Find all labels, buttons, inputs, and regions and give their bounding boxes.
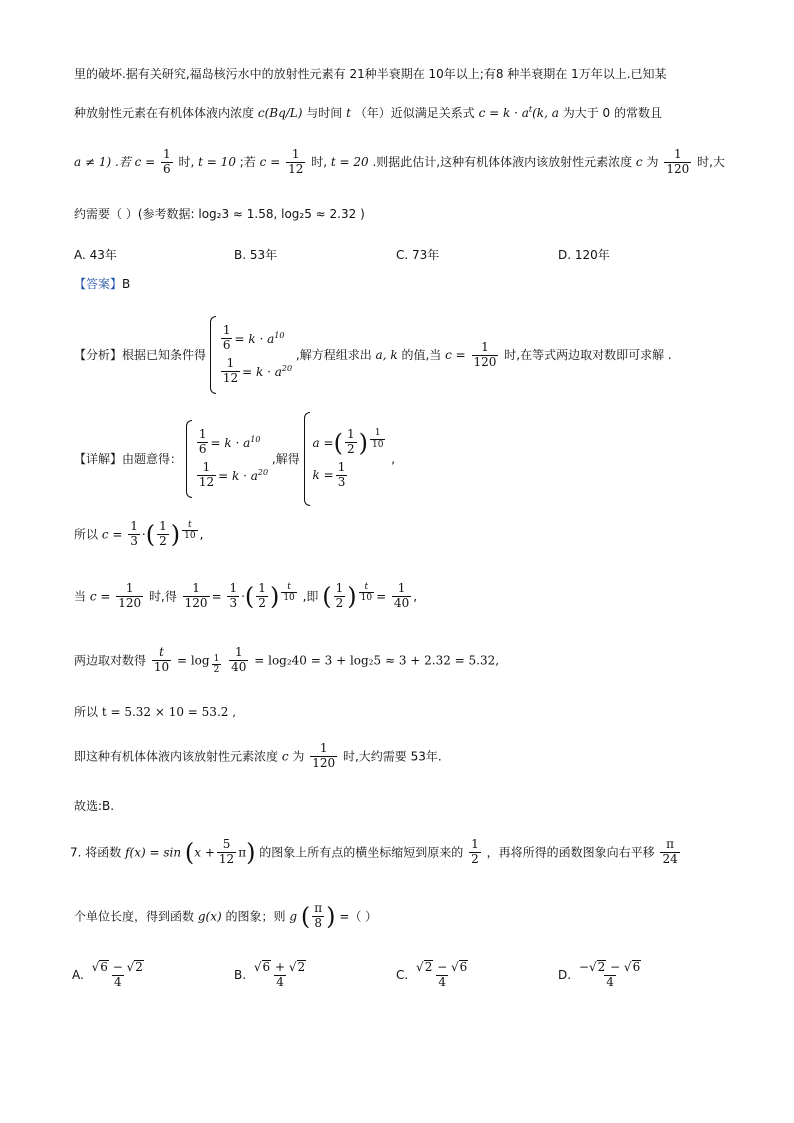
- analysis-text: ,解方程组求出: [295, 348, 372, 362]
- q7-math: g(x): [197, 909, 222, 924]
- q6-when-line: 当 c = $\frac{1}{120}$ 时,得 $\frac{1}{120}$ = $\frac{1}{3}$ ·( $\frac{1}{2}$ ) $^{\frac{t}{10}}$ ,即 ( $\frac{1}{2}$ ) $^{\frac{t}{10}}$ = $\frac{1}{40}$ ,: [74, 581, 418, 611]
- q6-t-line: [74, 706, 236, 718]
- q7-text: 的图象上所有点的横坐标缩短到原来的: [259, 845, 464, 860]
- answer-value: B: [122, 277, 131, 291]
- q6-line2: [74, 106, 662, 119]
- q7-option-b[interactable]: B. √ 6 + √ 2 4: [234, 960, 306, 989]
- fraction-1-12: $\frac{1}{12}$: [288, 147, 304, 176]
- detail-text: 故选:B.: [74, 799, 115, 813]
- q6-text: 时,大: [697, 154, 725, 169]
- q6-math: a ≠ 1) .若: [74, 154, 131, 169]
- q6-text: 时,: [178, 154, 195, 169]
- q7-text: =（ ）: [339, 909, 378, 924]
- detail-text: 时,得: [149, 589, 177, 604]
- q6-analysis: 【分析】根据已知条件得 $\frac{1}{6}$ = $k \cdot a^{10}$ $\frac{1}{12}$ = $k \cdot a^{20}$ ,解方程组求出 a, k 的值,当 c = $\frac{1}{120}$ 时,在等式两边取对数即可求解 .: [74, 316, 672, 394]
- q6-math: c =: [134, 154, 156, 169]
- q6-option-d[interactable]: D. 120年: [558, 248, 610, 262]
- q6-math: c(Bq/L): [257, 106, 303, 120]
- analysis-math: a, k: [375, 348, 398, 362]
- analysis-text: 的值,当: [401, 348, 442, 362]
- detail-math: = log₂40 = 3 + log₂5 ≈ 3 + 2.32 = 5.32,: [254, 653, 500, 668]
- q6-math: t = 10: [198, 154, 236, 169]
- q7-text: ，再将所得的函数图象向右平移: [486, 845, 655, 860]
- q6-option-c[interactable]: C. 73年: [396, 248, 440, 262]
- q6-math: t: [528, 105, 533, 114]
- detail-text: 当: [74, 589, 87, 604]
- q7-text: 7. 将函数: [70, 845, 122, 860]
- q7-option-d[interactable]: D. −√ 2 − √ 6 4: [558, 960, 641, 989]
- q6-text: 约需要（ ）(参考数据: log₂3 ≈ 1.58, log₂5 ≈ 2.32 ): [74, 207, 365, 221]
- q7-text: 个单位长度，得到函数: [74, 909, 195, 924]
- analysis-text: 【分析】根据已知条件得: [74, 348, 207, 362]
- q7-option-c[interactable]: C. √ 2 − √ 6 4: [396, 960, 468, 989]
- fraction-1-6: $\frac{1}{6}$: [163, 147, 171, 176]
- q7-line1: 7. 将函数 f(x) = sin (x + $\frac{5}{12}$ π) 的图象上所有点的横坐标缩短到原来的 $\frac{1}{2}$ ，再将所得的函数图象向右平移 $\frac{\pi}{24}$: [70, 837, 678, 867]
- answer-tag: 【答案】: [74, 277, 123, 291]
- equation-system: $\frac{1}{6}$ = $k \cdot a^{10}$ $\frac{1}{12}$ = $k \cdot a^{20}$: [186, 420, 268, 498]
- q6-chosen: [74, 800, 114, 812]
- detail-text: ,解得: [271, 452, 300, 466]
- q6-text: ;若: [239, 154, 256, 169]
- detail-text: 【详解】由题意得：: [74, 452, 183, 466]
- equation-system: $\frac{1}{6}$ = $k \cdot a^{10}$ $\frac{1}{12}$ = $k \cdot a^{20}$: [210, 316, 292, 394]
- q6-text: （年）近似满足关系式: [354, 106, 475, 120]
- q7-line2: 个单位长度，得到函数 g(x) 的图象；则 g ( $\frac{\pi}{8}$ ) =（ ）: [74, 901, 378, 931]
- q7-text: 的图象；则: [225, 909, 286, 924]
- detail-math: 所以 t = 5.32 × 10 = 53.2 ,: [74, 705, 237, 719]
- q6-math: c = k · a: [478, 106, 529, 120]
- q6-text: 为: [646, 154, 659, 169]
- q6-answer: [74, 278, 130, 290]
- solution-system: a = ( $\frac{1}{2}$ ) $^{\frac{1}{10}}$ k = $\frac{1}{3}$: [304, 412, 388, 506]
- q6-math: t = 20: [330, 154, 369, 169]
- q7-option-a[interactable]: A. √ 6 − √ 2 4: [72, 960, 143, 989]
- detail-text: ,即: [302, 589, 319, 604]
- q6-text: 种放射性元素在有机体体液内浓度: [74, 106, 255, 120]
- q6-text: 与时间: [306, 106, 343, 120]
- detail-text: 时,大约需要 53年.: [342, 749, 442, 764]
- q6-math: (k, a: [532, 106, 559, 120]
- q6-text: 时,: [311, 154, 328, 169]
- q6-line1: [74, 68, 667, 80]
- q6-option-a[interactable]: A. 43年: [74, 248, 117, 262]
- q6-conclusion: 即这种有机体体液内该放射性元素浓度 c 为 $\frac{1}{120}$ 时,大约需要 53年.: [74, 741, 442, 770]
- detail-math: c: [281, 749, 289, 764]
- q6-detail: 【详解】由题意得： $\frac{1}{6}$ = $k \cdot a^{10}$ $\frac{1}{12}$ = $k \cdot a^{20}$ ,解得 a = ( $\frac{1}{2}$ ) $^{\frac{1}{10}}$ k = $\frac{1}{3}$ ,: [74, 412, 395, 506]
- q6-so-line: 所以 c = $\frac{1}{3}$ ·( $\frac{1}{2}$ ) $^{\frac{t}{10}}$ ,: [74, 519, 204, 549]
- q6-math: t: [346, 106, 351, 120]
- q6-text: 为大于 0 的常数且: [562, 106, 662, 120]
- q6-log-line: 两边取对数得 $\frac{t}{10}$ = log $_{\frac{1}{2}}$ $\frac{1}{40}$ = log₂40 = 3 + log₂5 ≈ 3 + 2.32 = 5.32,: [74, 645, 500, 676]
- detail-text: 两边取对数得: [74, 653, 147, 668]
- q6-math: c: [635, 154, 643, 169]
- q6-line3: a ≠ 1) .若 c = $\frac{1}{6}$ 时, t = 10 ;若 c = $\frac{1}{12}$ 时, t = 20 .则据此估计,这种有机体体液内该放射性元素浓度 c 为 $\frac{1}{120}$ 时,大: [74, 147, 725, 176]
- q7-math: f(x) = sin: [125, 845, 182, 860]
- q6-line4: [74, 208, 365, 220]
- q6-text: .则据此估计,这种有机体体液内该放射性元素浓度: [372, 154, 633, 169]
- fraction-1-120: $\frac{1}{120}$: [666, 147, 690, 176]
- detail-text: 即这种有机体体液内该放射性元素浓度: [74, 749, 279, 764]
- detail-text: 所以: [74, 527, 99, 542]
- q7-math: g: [289, 909, 298, 924]
- analysis-text: 时,在等式两边取对数即可求解 .: [504, 348, 672, 362]
- detail-text: 为: [292, 749, 305, 764]
- q6-text: 里的破坏.据有关研究,福岛核污水中的放射性元素有 21种半衰期在 10年以上;有8 种半衰期在 1万年以上.已知某: [74, 67, 667, 81]
- q6-option-b[interactable]: B. 53年: [234, 248, 278, 262]
